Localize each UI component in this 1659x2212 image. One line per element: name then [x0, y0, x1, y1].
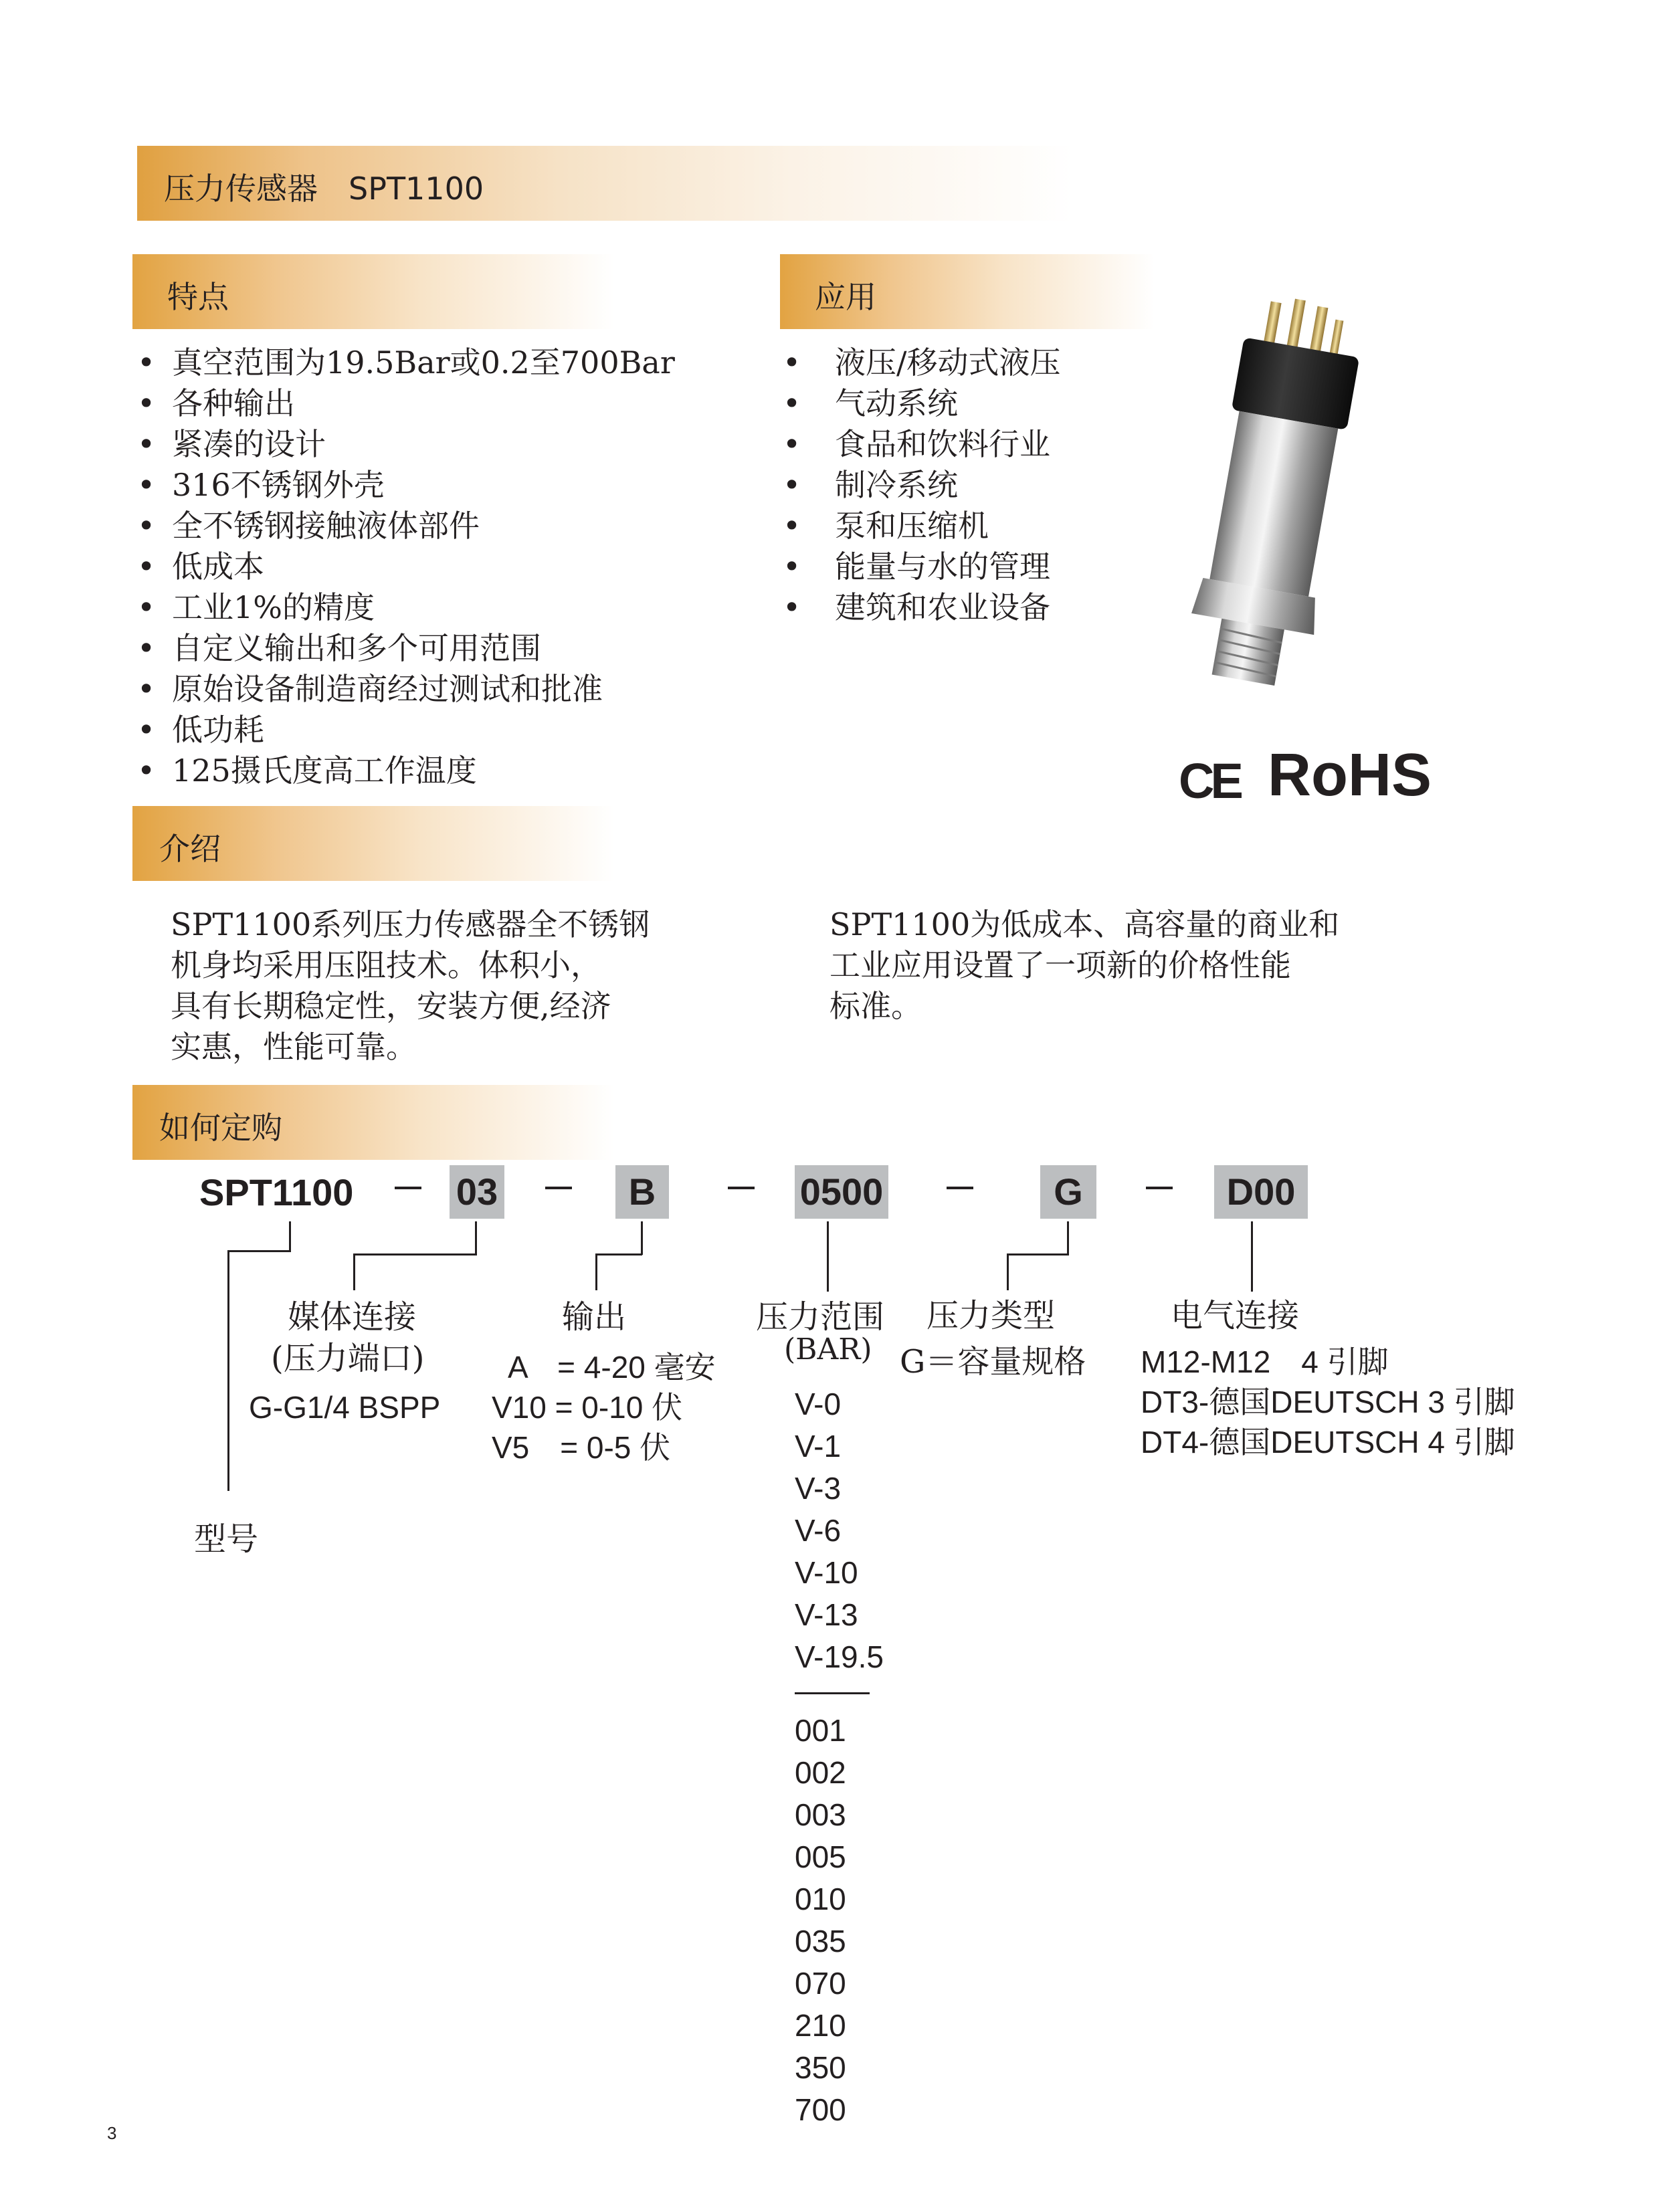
intro-title: 介绍 — [159, 831, 221, 867]
model-code: SPT1100 — [199, 1171, 354, 1213]
list-item: V10 = 0-10 伏 — [492, 1390, 683, 1425]
connector-output-down — [595, 1253, 597, 1290]
applications-list — [783, 342, 1061, 628]
list-item: • 真空范围为19.5Bar或0.2至700Bar — [137, 342, 675, 383]
list-item: • 125摄氏度高工作温度 — [137, 750, 675, 791]
ce-mark: CE — [1179, 753, 1240, 809]
applications-banner — [780, 254, 1155, 329]
connector-output-h — [595, 1253, 642, 1255]
list-item: DT4-德国DEUTSCH 4 引脚 — [1141, 1425, 1515, 1460]
list-item: 070 — [795, 1966, 846, 2001]
code-separator — [947, 1187, 973, 1189]
connector-electrical-v — [1251, 1221, 1253, 1292]
pressure-range-unit: (BAR) — [784, 1332, 872, 1367]
code-pressure-range: 0500 — [795, 1165, 888, 1219]
list-item: • 工业1%的精度 — [137, 587, 675, 628]
list-item: • 全不锈钢接触液体部件 — [137, 506, 675, 546]
pressure-range-divider — [795, 1692, 870, 1694]
pressure-type-label: 压力类型 — [926, 1297, 1056, 1334]
connector-media-v — [475, 1221, 477, 1255]
list-item: V-19.5 — [795, 1639, 884, 1674]
list-item: • 原始设备制造商经过测试和批准 — [137, 669, 675, 710]
intro-banner — [132, 806, 614, 881]
code-output: B — [615, 1165, 669, 1219]
connector-model-down — [227, 1250, 229, 1491]
connector-media-h — [353, 1253, 477, 1255]
list-item: • 液压/移动式液压 — [783, 342, 1061, 383]
list-item: V-13 — [795, 1597, 858, 1632]
list-item: • 316不锈钢外壳 — [137, 465, 675, 506]
pressure-type-option: G＝容量规格 — [900, 1343, 1086, 1381]
output-label: 输出 — [562, 1298, 627, 1336]
code-separator — [1146, 1187, 1173, 1189]
list-item: 035 — [795, 1924, 846, 1958]
connector-range-v — [827, 1221, 829, 1292]
list-item: • 自定义输出和多个可用范围 — [137, 628, 675, 669]
list-item: 005 — [795, 1839, 846, 1874]
list-item: 003 — [795, 1797, 846, 1832]
media-sublabel: (压力端口) — [271, 1340, 425, 1377]
list-item: 210 — [795, 2008, 846, 2043]
list-item: V5 = 0-5 伏 — [492, 1430, 671, 1465]
list-item: • 各种输出 — [137, 383, 675, 424]
list-item: V-6 — [795, 1513, 842, 1548]
list-item: DT3-德国DEUTSCH 3 引脚 — [1141, 1385, 1515, 1419]
code-separator — [545, 1187, 572, 1189]
list-item: 010 — [795, 1882, 846, 1916]
model-label: 型号 — [194, 1520, 259, 1558]
list-item: A = 4-20 毫安 — [508, 1350, 716, 1385]
page-title: 压力传感器 SPT1100 — [164, 171, 484, 207]
code-separator — [395, 1187, 421, 1189]
list-item: • 紧凑的设计 — [137, 424, 675, 465]
list-item: • 气动系统 — [783, 383, 1061, 424]
ordering-banner — [132, 1085, 614, 1160]
code-media: 03 — [450, 1165, 504, 1219]
features-title: 特点 — [167, 279, 229, 315]
electrical-options — [1141, 1342, 1515, 1462]
page-number: 3 — [107, 2123, 117, 2143]
list-item: V-0 — [795, 1387, 842, 1421]
list-item: • 能量与水的管理 — [783, 546, 1061, 587]
connector-type-v — [1067, 1221, 1069, 1255]
electrical-label: 电气连接 — [1171, 1297, 1300, 1334]
list-item: V-10 — [795, 1555, 858, 1590]
code-electrical: D00 — [1214, 1165, 1308, 1219]
ordering-title: 如何定购 — [159, 1110, 282, 1146]
list-item: V-1 — [795, 1429, 842, 1464]
list-item: • 制冷系统 — [783, 465, 1061, 506]
rohs-mark: RoHS — [1268, 742, 1432, 809]
list-item: 001 — [795, 1713, 846, 1748]
pressure-sensor-image — [1137, 294, 1445, 696]
connector-model-v — [289, 1221, 291, 1251]
intro-left-paragraph: SPT1100系列压力传感器全不锈钢 机身均采用压阻技术。体积小， 具有长期稳定性，安装方便,经济 实惠，性能可靠。 — [171, 906, 650, 1065]
pressure-range-label: 压力范围 — [756, 1298, 885, 1336]
media-option: G-G1/4 BSPP — [249, 1390, 441, 1425]
connector-model-h — [227, 1250, 291, 1252]
code-pressure-type: G — [1040, 1165, 1096, 1219]
features-banner — [132, 254, 614, 329]
list-item: • 食品和饮料行业 — [783, 424, 1061, 465]
applications-title: 应用 — [815, 279, 876, 315]
header-banner — [137, 146, 1074, 221]
list-item: • 泵和压缩机 — [783, 506, 1061, 546]
connector-type-h — [1007, 1253, 1069, 1255]
pressure-range-positive-list — [795, 1710, 846, 2131]
list-item: • 低功耗 — [137, 710, 675, 750]
list-item: 350 — [795, 2050, 846, 2085]
pressure-range-vacuum-list — [795, 1383, 884, 1678]
features-list — [137, 342, 675, 791]
intro-right-paragraph: SPT1100为低成本、高容量的商业和 工业应用设置了一项新的价格性能 标准。 — [830, 906, 1340, 1024]
connector-type-down — [1007, 1253, 1009, 1290]
list-item: • 低成本 — [137, 546, 675, 587]
list-item: M12-M12 4 引脚 — [1141, 1344, 1389, 1379]
list-item: 700 — [795, 2092, 846, 2127]
list-item: 002 — [795, 1755, 846, 1790]
media-label: 媒体连接 — [288, 1298, 417, 1336]
code-separator — [728, 1187, 755, 1189]
list-item: V-3 — [795, 1471, 842, 1506]
connector-media-down — [353, 1253, 355, 1290]
output-options — [492, 1347, 716, 1468]
list-item: • 建筑和农业设备 — [783, 587, 1061, 628]
connector-output-v — [641, 1221, 643, 1255]
